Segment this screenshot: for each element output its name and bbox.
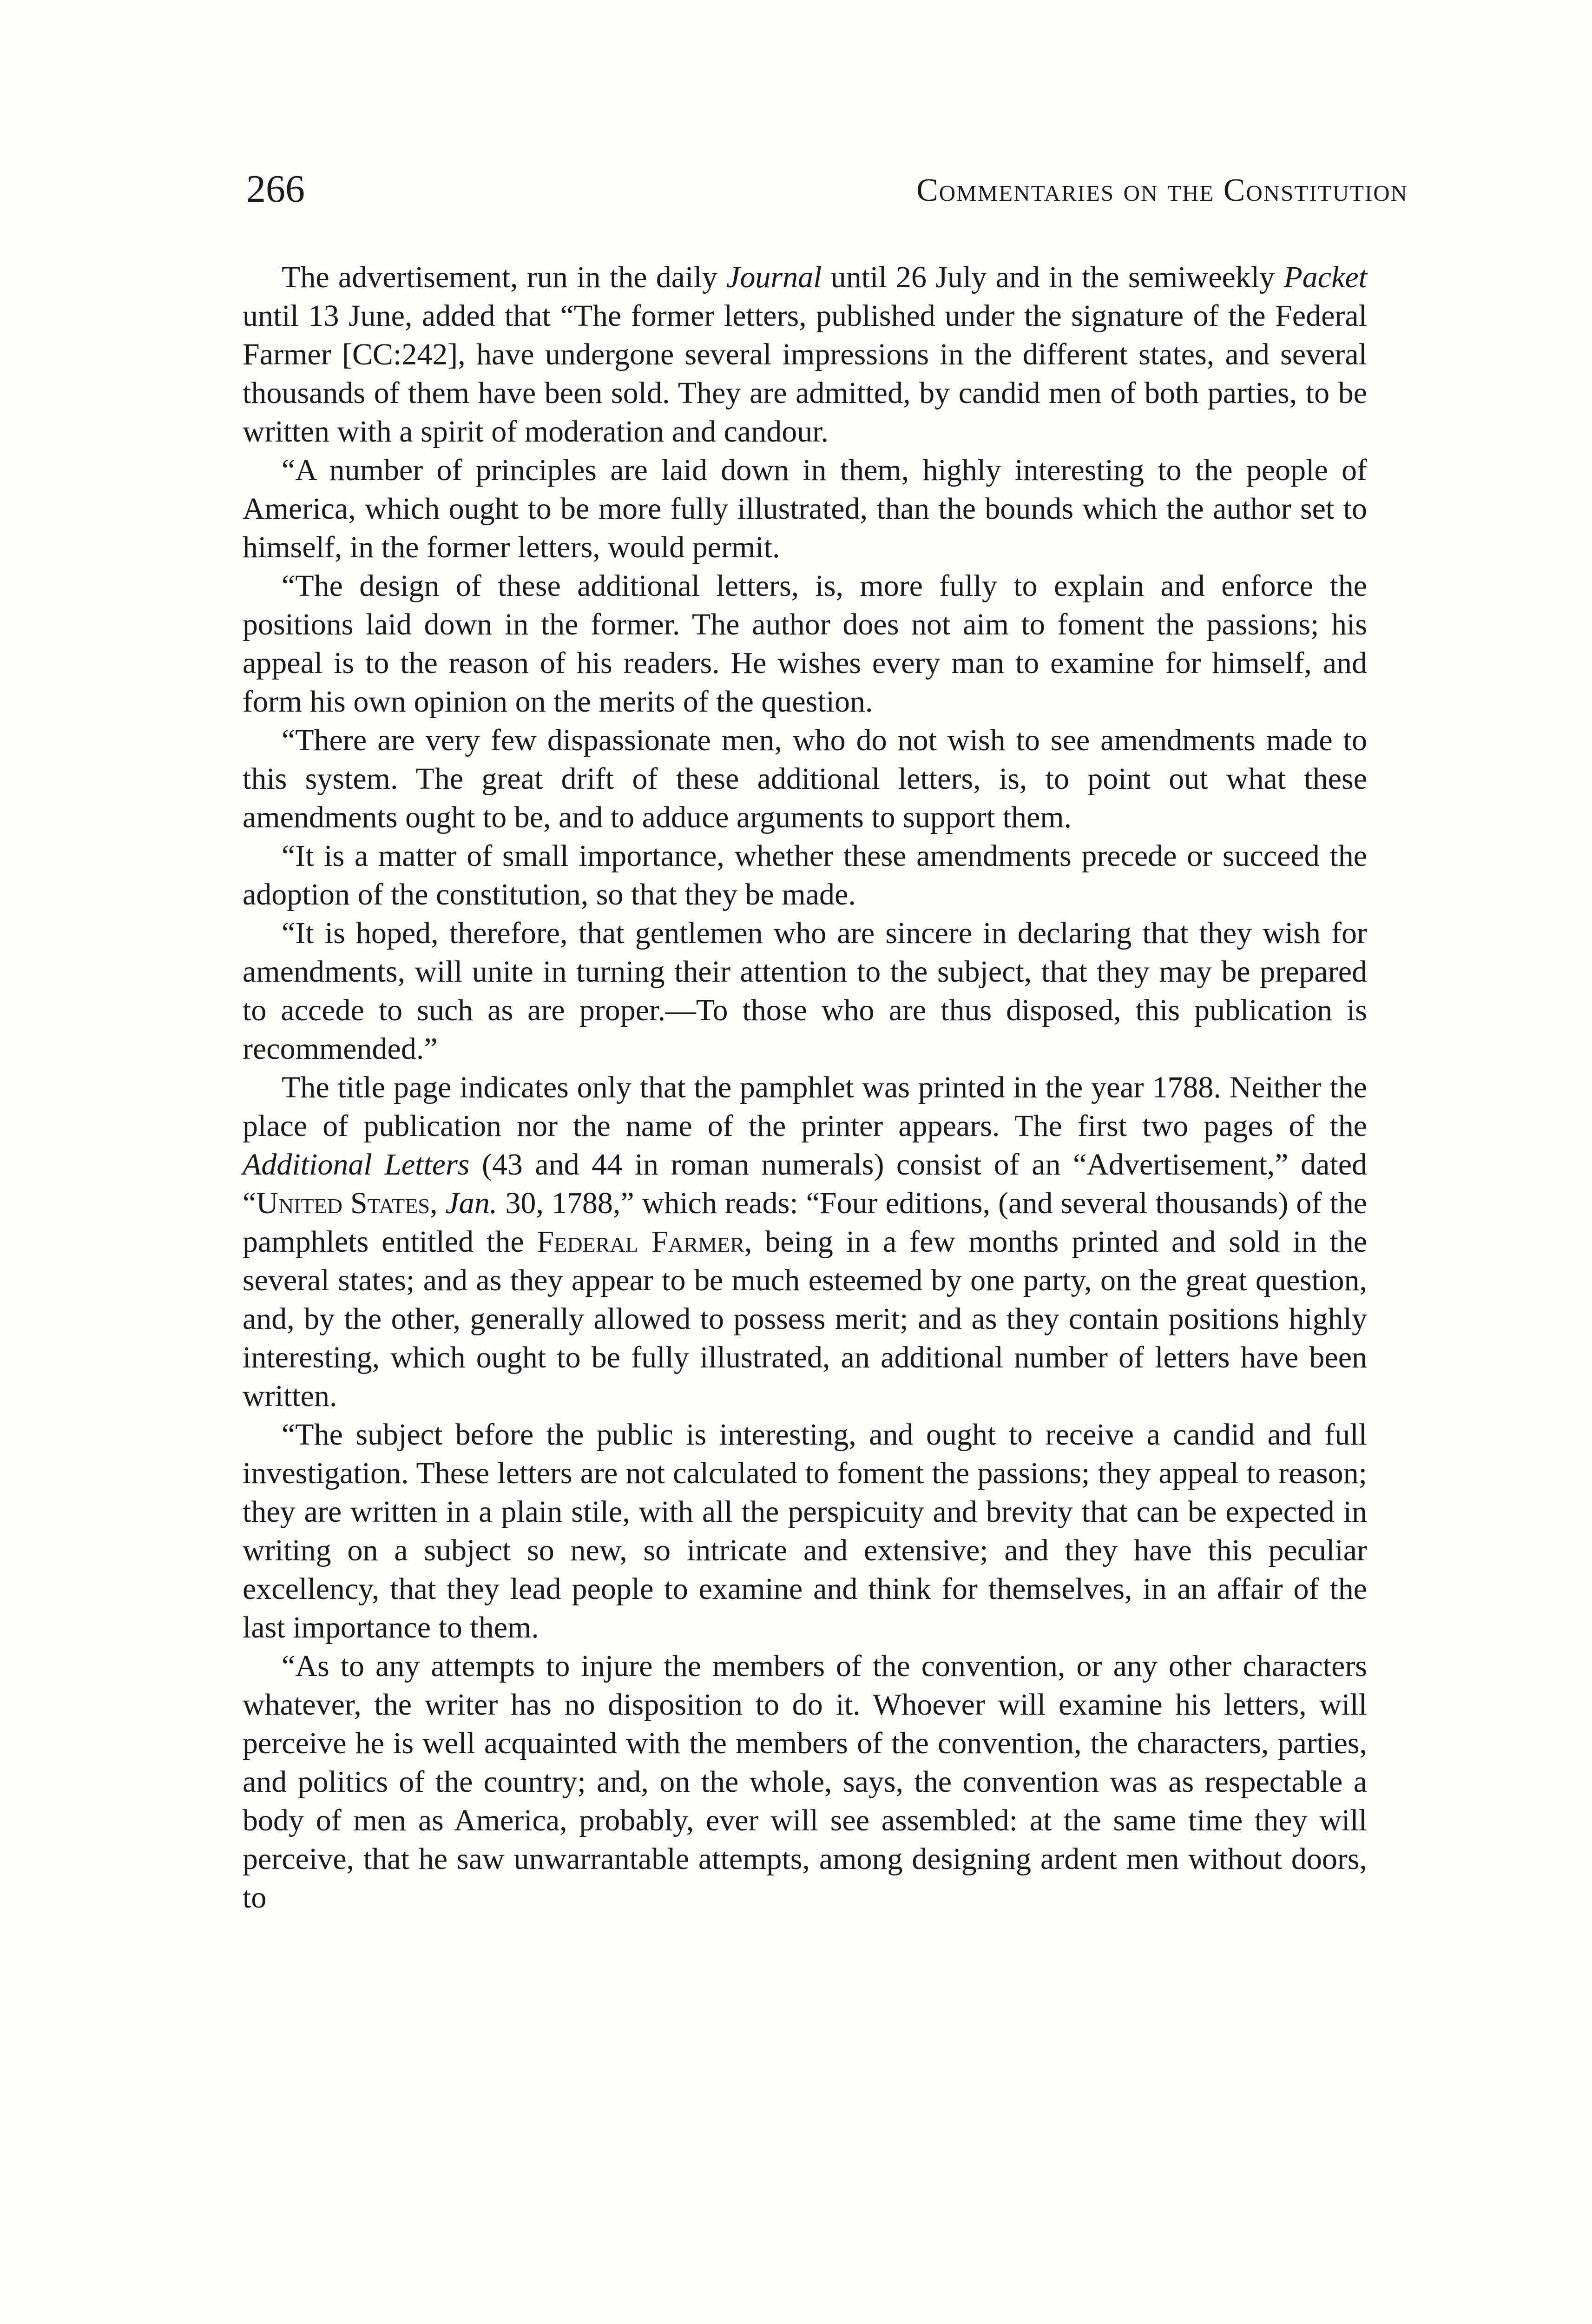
paragraph-principles: “A number of principles are laid down in them, highly interesting to the people of America, which ought to be more fully illustrated, than the bounds which the author set to himself, in the former letters, would permit. [243,453,1367,564]
journal-title: Journal [726,260,822,294]
page-number: 266 [246,167,305,211]
packet-title: Packet [1283,260,1367,294]
additional-letters-title: Additional Letters [243,1148,470,1182]
paragraph-attempts-to-injure: “As to any attempts to injure the members of the convention, or any other characters whatever, the writer has no disposition to do it. Whoever will examine his letters, will perceive he is well acquainted with the members of the convention, the characters, parties, and politics of the country; and, on the whole, says, the convention was as respectable a body of men as America, probably, ever will see assembled: at the same time they will perceive, that he saw unwarrantable attempts, among designing ardent men without doors, to [243,1649,1367,1915]
federal-farmer-smallcaps: Federal Farmer, [537,1225,752,1259]
body-text [243,258,1367,1917]
paragraph-design: “The design of these additional letters, is, more fully to explain and enforce the positions laid down in the former. The author does not aim to foment the passions; his appeal is to the reason of his readers. He wishes every man to examine for himself, and form his own opinion on the merits of the question. [243,569,1367,719]
running-head [246,167,1408,221]
running-title: Commentaries on the Constitution [916,172,1408,208]
paragraph-title-page: The title page indicates only that the pamphlet was printed in the year 1788. Neither the place of publication nor the name of the printer appears. The first two pages of the Additional Letters (43 and 44 in roman numerals) consist of an “Advertisement,” dated “United States, Jan. 30, 1788,” which reads: “Four editions, (and several thousands) of the pamphlets entitled the Federal Farmer, being in a few months printed and sold in the several states; and as they appear to be much esteemed by one party, on the great question, and, by the other, generally allowed to possess merit; and as they contain positions highly interesting, which ought to be fully illustrated, an additional number of letters have been written. [243,1070,1367,1413]
paragraph-small-importance: “It is a matter of small importance, whether these amendments precede or succeed the adoption of the constitution, so that they be made. [243,839,1367,911]
jan-italic: Jan. [445,1186,498,1220]
paragraph-subject-before-public: “The subject before the public is interesting, and ought to receive a candid and full investigation. These letters are not calculated to foment the passions; they appeal to reason; they are written in a plain stile, with all the perspicuity and brevity that can be expected in writing on a subject so new, so intricate and extensive; and they have this peculiar excellency, that they lead people to examine and think for themselves, in an affair of the last importance to them. [243,1418,1367,1644]
united-states-smallcaps: United States, [256,1186,438,1220]
paragraph-it-is-hoped: “It is hoped, therefore, that gentlemen who are sincere in declaring that they wish for amendments, will unite in turning their attention to the subject, that they may be prepared to accede to such as are proper.—To those who are thus disposed, this publication is recommended.” [243,916,1367,1066]
paragraph-advertisement-intro: The advertisement, run in the daily Journal until 26 July and in the semiweekly Packet until 13 June, added that “The former letters, published under the signature of the Federal Farmer [CC:242], have undergone several impressions in the different states, and several thousands of them have been sold. They are admitted, by candid men of both parties, to be written with a spirit of moderation and candour. [243,260,1367,449]
paragraph-dispassionate-men: “There are very few dispassionate men, who do not wish to see amendments made to this system. The great drift of these additional letters, is, to point out what these amendments ought to be, and to adduce arguments to support them. [243,723,1367,834]
